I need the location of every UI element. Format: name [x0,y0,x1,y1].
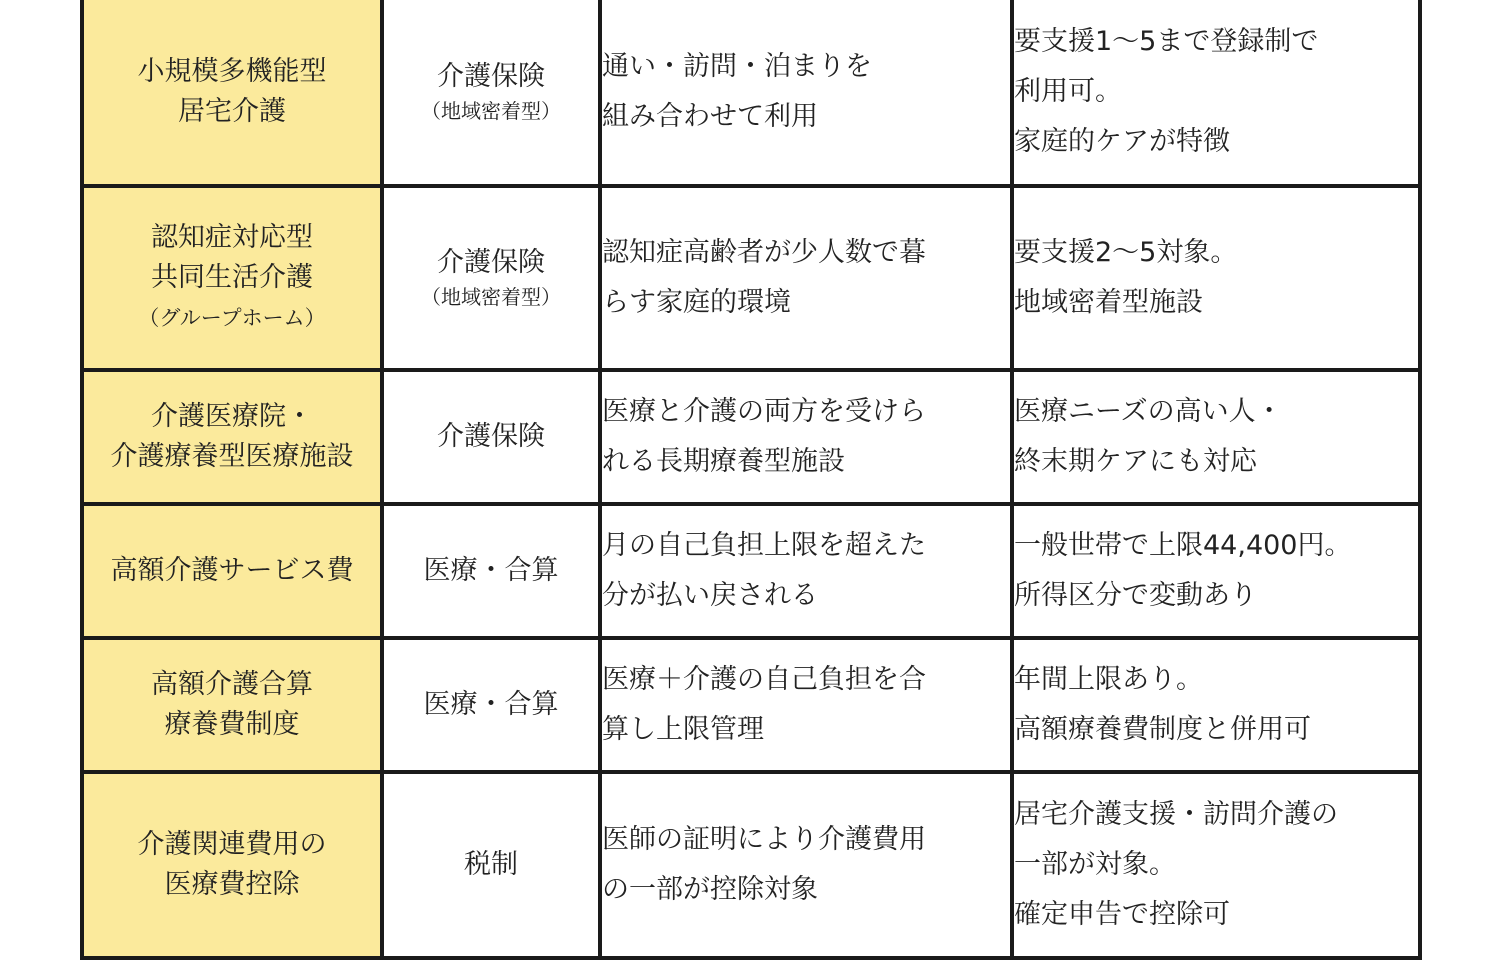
service-name-cell [82,504,382,638]
table-row [82,0,1420,186]
remark-line: 高額療養費制度と併用可 [1014,714,1311,745]
remark-line: 利用可。 [1014,76,1122,107]
description-line: らす家庭的環境 [602,287,791,318]
system-type-cell [382,504,600,638]
remark-cell [1012,0,1420,186]
remark-line: 年間上限あり。 [1014,664,1203,695]
service-name-line: 認知症対応型 [151,222,313,253]
remark-line: 地域密着型施設 [1014,287,1203,318]
service-name-cell [82,0,382,186]
service-name-cell [82,370,382,504]
description-line: の一部が控除対象 [602,874,818,905]
description-cell [600,0,1012,186]
remark-line: 所得区分で変動あり [1014,580,1257,611]
table-row [82,370,1420,504]
system-type: 医療・合算 [423,689,559,720]
service-name-cell [82,186,382,370]
description-line: 分が払い戻される [602,580,818,611]
system-type: 介護保険 [437,421,545,452]
service-name-cell [82,772,382,958]
remark-line: 要支援1〜5まで登録制で [1014,26,1319,57]
description-cell [600,186,1012,370]
system-type: 税制 [464,849,518,880]
description-line: 月の自己負担上限を超えた [602,530,926,561]
system-type-sub: （地域密着型） [421,99,561,123]
system-type-cell [382,0,600,186]
description-line: 医師の証明により介護費用 [602,824,926,855]
system-type-cell [382,638,600,772]
service-name-line: 医療費控除 [164,869,300,900]
table-row [82,504,1420,638]
remark-line: 確定申告で控除可 [1014,899,1230,930]
description-line: れる長期療養型施設 [602,446,845,477]
service-name-line: 共同生活介護 [151,262,313,293]
description-cell [600,772,1012,958]
description-cell [600,504,1012,638]
service-name-line: 介護医療院・ [151,401,313,432]
remark-cell [1012,370,1420,504]
remark-cell [1012,186,1420,370]
description-cell [600,638,1012,772]
description-line: 医療＋介護の自己負担を合 [602,664,926,695]
table-row [82,186,1420,370]
remark-cell [1012,772,1420,958]
description-cell [600,370,1012,504]
remark-cell [1012,504,1420,638]
remark-line: 終末期ケアにも対応 [1014,446,1257,477]
system-type-sub: （地域密着型） [421,285,561,309]
service-name-line: 小規模多機能型 [137,56,327,87]
service-name-line: 居宅介護 [178,96,286,127]
description-line: 算し上限管理 [602,714,764,745]
service-name-line: 療養費制度 [164,709,300,740]
description-line: 組み合わせて利用 [602,101,818,132]
service-name-line: 高額介護サービス費 [110,555,354,586]
system-type-cell [382,772,600,958]
description-line: 認知症高齢者が少人数で暮 [602,237,926,268]
remark-line: 一部が対象。 [1014,849,1176,880]
description-line: 医療と介護の両方を受けら [602,396,926,427]
service-name-note: （グループホーム） [138,306,326,330]
system-type: 介護保険 [437,247,545,278]
service-name-line: 高額介護合算 [151,669,313,700]
service-name-line: 介護療養型医療施設 [110,441,354,472]
table-row [82,772,1420,958]
remark-line: 一般世帯で上限44,400円。 [1014,530,1352,561]
system-type: 医療・合算 [423,555,559,586]
system-type: 介護保険 [437,61,545,92]
service-name-line: 介護関連費用の [137,829,327,860]
remark-line: 居宅介護支援・訪問介護の [1014,799,1338,830]
care-services-table [80,0,1422,960]
remark-cell [1012,638,1420,772]
table-row [82,638,1420,772]
service-name-cell [82,638,382,772]
system-type-cell [382,370,600,504]
remark-line: 家庭的ケアが特徴 [1014,126,1230,157]
description-line: 通い・訪問・泊まりを [602,51,872,82]
remark-line: 医療ニーズの高い人・ [1014,396,1283,427]
remark-line: 要支援2〜5対象。 [1014,237,1238,268]
system-type-cell [382,186,600,370]
